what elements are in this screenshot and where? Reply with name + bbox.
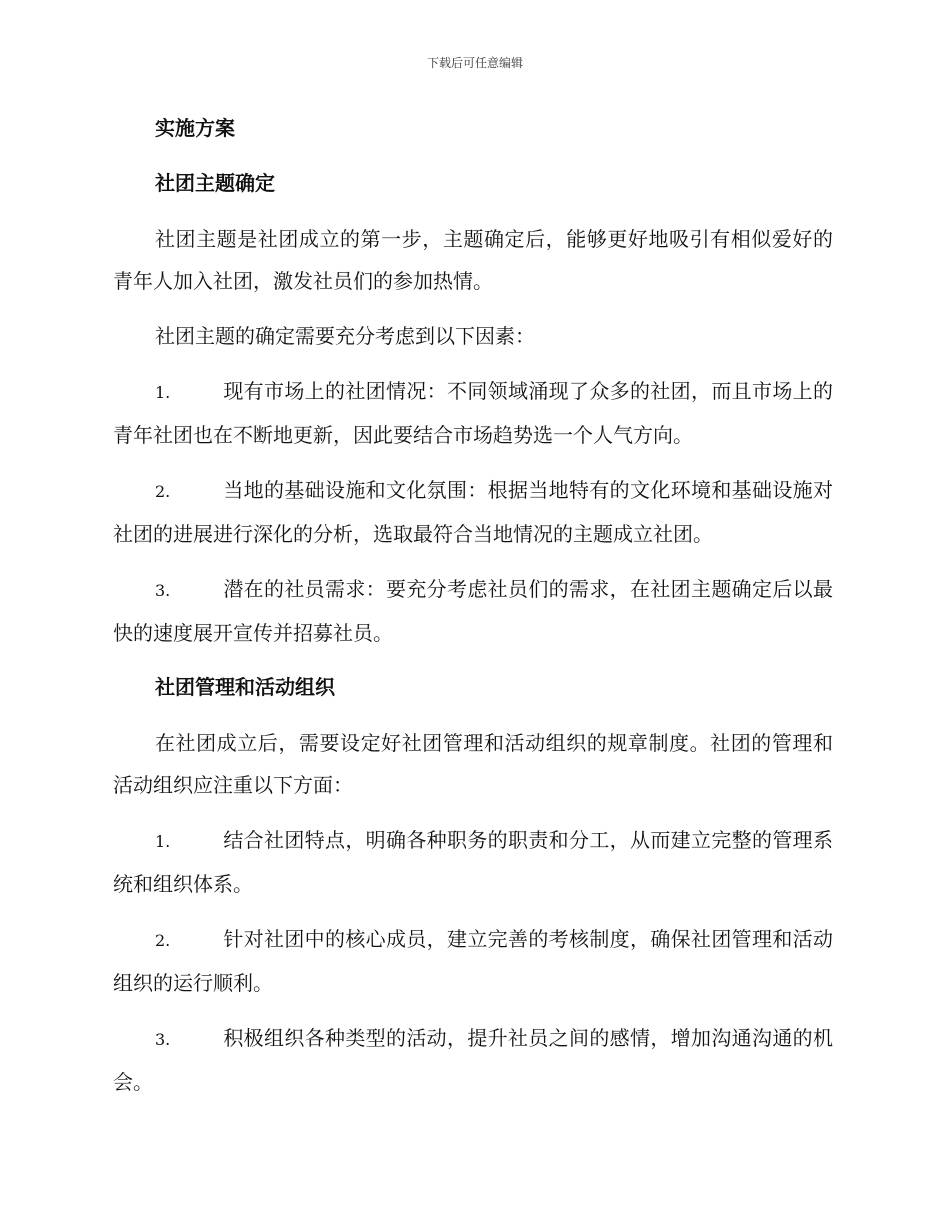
list-item (113, 568, 833, 654)
list-item-text: 积极组织各种类型的活动，提升社员之间的感情，增加沟通沟通的机会。 (113, 1026, 833, 1094)
list-item-number: 1. (155, 832, 171, 851)
list-item-number: 2. (155, 482, 171, 501)
page-header: 下载后可任意编辑 (426, 56, 523, 70)
list-item (113, 819, 833, 905)
section-theme-intro: 社团主题是社团成立的第一步，主题确定后，能够更好地吸引有相似爱好的青年人加入社团，激发社员们的参加热情。 (113, 227, 833, 293)
list-item (113, 370, 833, 456)
section-heading-theme: 社团主题确定 (155, 171, 275, 195)
list-item-number: 3. (155, 581, 171, 600)
list-item-text: 当地的基础设施和文化氛围：根据当地特有的文化环境和基础设施对社团的进展进行深化的分析，选取最符合当地情况的主题成立社团。 (113, 478, 833, 546)
list-item-text: 结合社团特点，明确各种职务的职责和分工，从而建立完整的管理系统和组织体系。 (113, 828, 833, 896)
list-item-number: 1. (155, 383, 171, 402)
list-item-text: 针对社团中的核心成员，建立完善的考核制度，确保社团管理和活动组织的运行顺利。 (113, 927, 833, 995)
list-item (113, 1017, 833, 1103)
section-management-intro: 在社团成立后，需要设定好社团管理和活动组织的规章制度。社团的管理和活动组织应注重以下方面： (113, 731, 833, 797)
list-item (113, 918, 833, 1004)
list-item-text: 现有市场上的社团情况：不同领域涌现了众多的社团，而且市场上的青年社团也在不断地更新，因此要结合市场趋势选一个人气方向。 (113, 379, 833, 447)
list-item-number: 3. (155, 1030, 171, 1049)
document-body (113, 108, 833, 1116)
list-item (113, 469, 833, 555)
section-heading-management: 社团管理和活动组织 (155, 675, 335, 699)
document-title: 实施方案 (155, 116, 235, 140)
section-theme-lead: 社团主题的确定需要充分考虑到以下因素： (155, 324, 535, 348)
list-item-number: 2. (155, 931, 171, 950)
list-item-text: 潜在的社员需求：要充分考虑社员们的需求，在社团主题确定后以最快的速度展开宣传并招募社员。 (113, 577, 833, 645)
